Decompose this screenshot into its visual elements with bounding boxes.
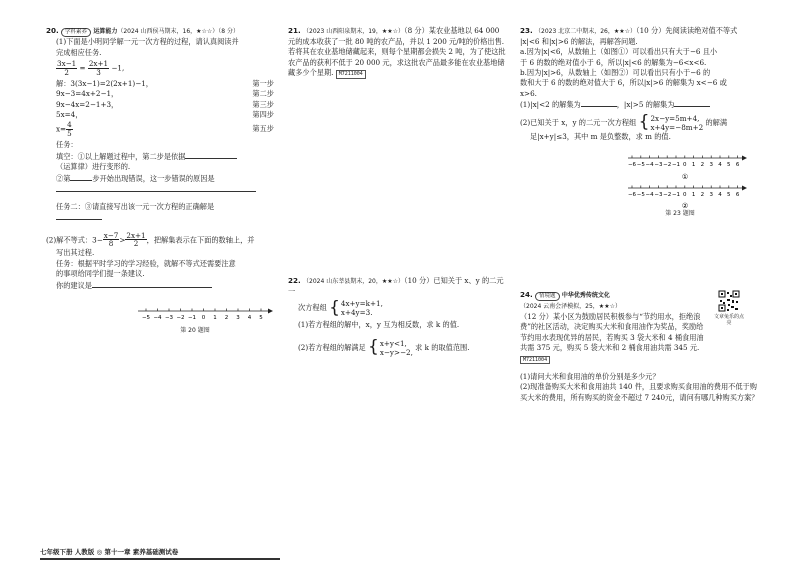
question-24-parts: (1)请问大米和食用油的单价分别是多少元？ (2)现准备购买大米和食用油共 140 件，且要求购买食用油的费用不低于购买大米的费用，所有购买的资金不超过 7 240元，请问有哪几种购买方案？ <box>520 372 759 402</box>
axis-20-tick-label: 2 <box>224 315 229 322</box>
part-2: (2)解不等式：3− $\frac{x-7}{8}$ > $\frac{2x+1}{2}$ ，把解集表示在下面的数轴上，并 写出其过程. 任务：根据平时学习的学习经验，就解不等式还需要注意 的事项给同学们提一条建议. 你的建议是 <box>46 230 255 290</box>
intro-line-2: 完成相应任务. <box>56 47 102 57</box>
figure-label-2: ② <box>681 202 689 211</box>
axis-23-2-tick-label: 3 <box>709 192 713 199</box>
axis-23-2-tick-label: 0 <box>683 192 687 199</box>
question-source: （2023 北京二中期末，26，★★☆） <box>535 28 636 35</box>
axis-23-2-tick-label: −2 <box>663 192 672 199</box>
axis-20-tick-label: 0 <box>201 315 206 322</box>
figure-caption: 第 20 题图 <box>180 327 210 335</box>
axis-23-1-tick-label: −1 <box>671 162 681 169</box>
axis-23-2-tick-label: 5 <box>727 192 731 199</box>
task-label: 任务： <box>56 140 78 150</box>
axis-20-tick-label: 5 <box>259 315 263 322</box>
question-22: 22. （2024 山东莘县期末，20，★★☆）（10 分）已知关于 x、y 的二元一 次方程组 { 4x+y=k+1, x+4y=3. (1)若方程组的解中，x，y 互为相反数，求 k 的值. (2)若方程组的解满足 { x+y<1, x−y>−2, 求 k 的取值范围. <box>288 276 504 358</box>
question-number: 24. <box>520 290 533 299</box>
axis-23-1-tick-label: 4 <box>718 162 722 169</box>
rhs-denominator: 3 <box>96 67 101 77</box>
qr-code-icon[interactable] <box>718 290 740 312</box>
step-row: 5x=4， 第四步 <box>56 110 274 120</box>
intro-line-1: (1)下面是小明同学解一元一次方程的过程，请认真阅读并 <box>56 37 239 47</box>
page-footer: 七年级下册 人教版 ◎ 第十一章 素养基础测试卷 <box>40 548 179 556</box>
footer-bar <box>40 558 280 560</box>
question-source: （2024 山西侯马期末，16，★☆☆）（8 分） <box>117 28 240 35</box>
axis-23-1-tick-label: −3 <box>654 162 663 169</box>
axis-23-1-tick-label: 6 <box>735 162 740 169</box>
equation <box>46 60 274 77</box>
axis-23-2-tick-label: −6 <box>627 192 637 199</box>
question-23: 23. （2023 北京二中期末，26，★★☆）（10 分）先阅读读绝对值不等式 |x|<6 和|x|>6 的解法，再解答问题. a.因为|x|<6，从数轴上（如图①）可以看出只有大于−6 且小 于 6 的数的绝对值小于 6，所以|x|<6 的解集为−6<x<6. b.因为|x|>6，从数轴上（如图②）可以看出只有小于−6 的 数和大于 6 的数的绝对值大于 6，所以|x|>6 的解集为 x<−6 或 x>6. (1)|x|<2 的解集为 ，|x|>5 的解集为 (2)已知关于 x，y 的二元一次方程组 { 2x−y=5m+4, x+4y=−8m+2 的解满 足|x+y|≤3，其中 m 是负整数，求 m 的值. −6 −5 −4 −3 −2 −1 0 1 2 3 4 5 6 ① −6 −5 −4 −3 −2 −1 0 1 2 3 4 5 6 ② 第 23 题图 <box>520 26 760 219</box>
axis-23-1-tick-label: 0 <box>683 162 687 169</box>
subject-tag: 学科素养 <box>61 28 91 37</box>
step-row: 解：3(3x−1)=2(2x+1)−1， 第一步 <box>56 78 274 88</box>
equals-sign: = <box>79 63 86 73</box>
equation-tail: −1, <box>111 63 125 73</box>
culture-tag: 中华优秀传统文化 <box>561 292 610 299</box>
question-21 <box>288 26 506 79</box>
question-code: M7211004 <box>336 70 366 79</box>
axis-23-2-tick-label: −4 <box>645 192 654 199</box>
axis-ticks <box>142 309 263 322</box>
qr-caption: 文章兔乐的点亮 <box>713 314 744 326</box>
axis-23-2-tick-label: −5 <box>636 192 645 199</box>
axis-20-tick-label: 1 <box>213 315 217 322</box>
answer-blank[interactable] <box>674 99 710 107</box>
axis-23-1-tick-label: 2 <box>700 162 705 169</box>
axis-20-tick-label: −5 <box>141 315 151 322</box>
axis-arrow-1 <box>742 156 747 161</box>
step-row: 9x−4x=2−1+3， 第三步 <box>56 99 274 109</box>
lhs-denominator: 2 <box>64 67 69 77</box>
axis-23-2-tick-label: −1 <box>671 192 681 199</box>
axis-23-2-tick-label: 6 <box>735 192 740 199</box>
question-source: （2024 山东莘县期末，20，★★☆） <box>303 278 404 285</box>
answer-blank[interactable] <box>70 173 92 181</box>
axis-arrow-2 <box>742 186 747 191</box>
context-tag: 情境题 <box>535 292 560 301</box>
question-number: 20. <box>46 26 59 35</box>
number-lines-23 <box>520 146 760 210</box>
answer-blank[interactable] <box>185 151 237 159</box>
number-line-20 <box>46 297 274 327</box>
question-20: 20. 学科素养 运算能力（2024 山西侯马期末，16，★☆☆）（8 分） (1)下面是小明同学解一元一次方程的过程，请认真阅读并 完成相应任务. $\frac{3x-1}{2}$ = $\frac{2x+1}{3}$ −1, 解：3(3x−1)=2(2x+1)−1， 第一步 9x−3=4x+2−1， 第二步 9x−4x=2−1+3， 第三步 5x=4， 第四步 x= $\frac{4}{5}$ 第五步 任务： 填空：①以上解题过程中，第二步是依据 （运算律）进行变形的. ②第 步开始出现错误，这一步错误的原因是 任务二：③请直接写出该一元一次方程的正确解是 (2)解不等式：3− $\frac{x-7}{8}$ > $\frac{2x+1}{2}$ ，把解集表示在下面的数轴上，并 写出其过程. 任务：根据平时学习的学习经验，就解不等式还需要注意 的事项给同学们提一条建议. 你的建议是 −5 −4 −3 −2 −1 0 1 2 3 4 5 第 20 题图 <box>46 26 274 335</box>
question-code: M7211004 <box>520 356 550 365</box>
axis-23-2-tick-label: 4 <box>718 192 722 199</box>
question-number: 23. <box>520 26 533 35</box>
axis-20-tick-label: 4 <box>247 315 252 322</box>
equation-system: { 2x−y=5m+4, x+4y=−8m+2 <box>638 112 704 133</box>
question-body: （12 分）某小区为鼓励居民积极参与“节约用水，拒绝浪费”的社区活动，决定购买大米和食用油作为奖品，奖励给节约用水表现优异的居民，若购买 3 袋大米和 4 桶食用油共需 375 元，购买 5 袋大米和 2 桶食用油共需 345 元. <box>520 311 704 353</box>
axis-23-2-tick-label: 2 <box>700 192 705 199</box>
figure-label-1: ① <box>681 173 689 182</box>
answer-blank[interactable] <box>92 280 212 288</box>
axis-ticks-2 <box>628 186 740 199</box>
axis-23-1-tick-label: −5 <box>636 162 645 169</box>
axis-arrow <box>268 309 273 314</box>
axis-23-1-tick-label: 1 <box>691 162 696 169</box>
inequality-system: { x+y<1, x−y>−2, <box>367 337 413 358</box>
question-source: （2024 云南会泽模拟，25，★★☆） <box>520 303 621 311</box>
question-number: 22. <box>288 276 301 285</box>
question-body: （8 分）某农业基地以 64 000 元的成本收获了一批 80 吨的农产品，并以 1 200 元/吨的价格出售.若将其在农业基地储藏起来，则每个星期都会损失 2 吨，为了使这批农产品的获利不低于 20 000 元，求这批农产品最多能在农业基地储藏多少个星期. <box>288 26 506 77</box>
axis-ticks-1 <box>628 156 740 169</box>
axis-20-tick-label: −3 <box>164 315 174 322</box>
axis-23-1-tick-label: 5 <box>727 162 731 169</box>
step-row: 9x−3=4x+2−1， 第二步 <box>56 89 274 99</box>
answer-blank[interactable] <box>581 99 617 107</box>
skill-tag: 运算能力 <box>93 28 118 35</box>
answer-blank[interactable] <box>56 184 256 192</box>
axis-23-1-tick-label: −2 <box>663 162 672 169</box>
question-number: 21. <box>288 26 301 35</box>
axis-23-2-tick-label: 1 <box>691 192 696 199</box>
equation-system: { 4x+y=k+1, x+4y=3. <box>329 297 383 318</box>
step-row: x= $\frac{4}{5}$ 第五步 <box>56 119 274 138</box>
axis-20-tick-label: −2 <box>176 315 185 322</box>
solution-steps <box>46 79 274 138</box>
axis-20-tick-label: −4 <box>153 315 162 322</box>
axis-20-tick-label: 3 <box>236 315 240 322</box>
rhs-numerator: 2x+1 <box>88 59 109 69</box>
answer-blank[interactable] <box>56 212 102 220</box>
axis-23-2-tick-label: −3 <box>654 192 663 199</box>
question-24 <box>520 290 710 364</box>
axis-20-tick-label: −1 <box>187 315 197 322</box>
lhs-numerator: 3x−1 <box>57 59 77 69</box>
question-source: （2023 山西阳泉期末，19，★★☆） <box>303 28 404 35</box>
axis-23-1-tick-label: 3 <box>709 162 713 169</box>
figure-caption: 第 23 题图 <box>665 210 695 218</box>
axis-23-1-tick-label: −6 <box>627 162 637 169</box>
axis-23-1-tick-label: −4 <box>645 162 654 169</box>
